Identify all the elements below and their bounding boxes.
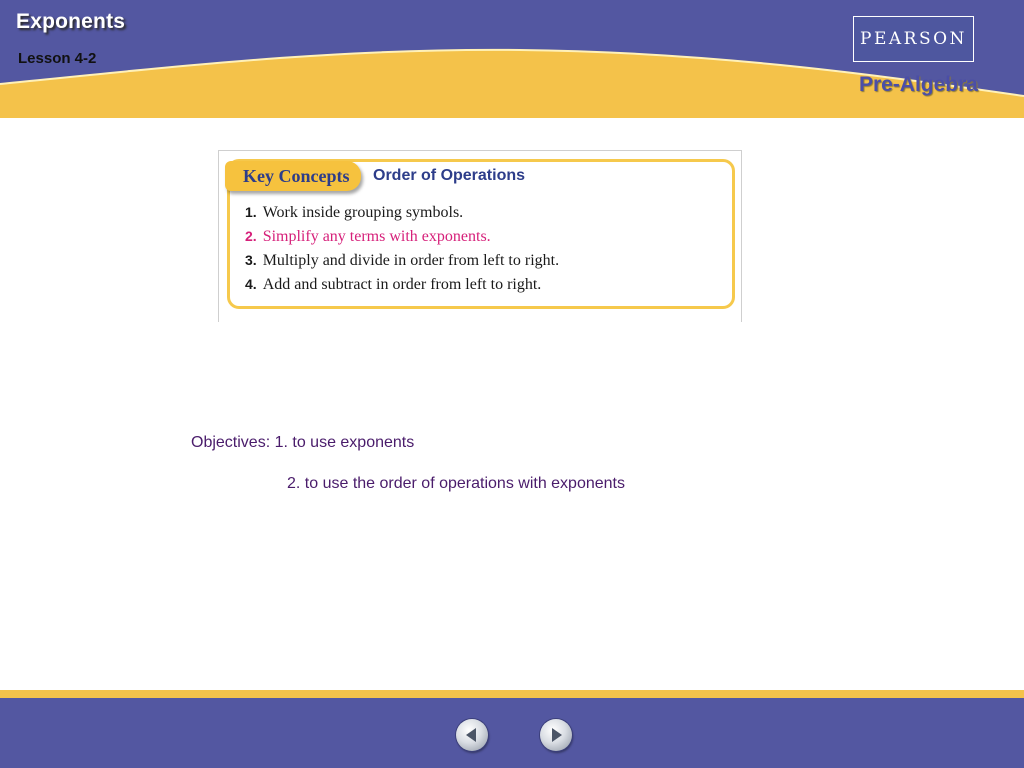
step-number: 1.: [245, 204, 257, 220]
subject-label: Pre-Algebra: [858, 73, 978, 96]
objective-2: 2. to use the order of operations with exponents: [287, 475, 625, 492]
list-item: [245, 200, 559, 224]
key-concepts-tab: [225, 161, 361, 191]
arrow-left-icon: [456, 719, 488, 751]
list-item: [245, 224, 559, 248]
next-slide-button[interactable]: [540, 719, 572, 751]
step-text: Work inside grouping symbols.: [262, 204, 464, 221]
previous-slide-button[interactable]: [456, 719, 488, 751]
step-number: 3.: [245, 252, 257, 268]
step-number: 4.: [245, 276, 257, 292]
step-text: Multiply and divide in order from left to right.: [262, 252, 560, 269]
step-text: Add and subtract in order from left to right.: [262, 276, 542, 293]
key-concepts-figure: [218, 150, 742, 322]
footer-bar: [0, 698, 1024, 768]
page-title: Exponents: [16, 10, 126, 33]
publisher-logo-text: PEARSON: [860, 29, 967, 49]
header-banner: [0, 0, 1024, 118]
publisher-logo: [853, 16, 974, 62]
order-of-operations-list: [245, 200, 559, 296]
footer-stripe: [0, 690, 1024, 698]
step-text: Simplify any terms with exponents.: [262, 228, 491, 245]
list-item: [245, 272, 559, 296]
objective-1: Objectives: 1. to use exponents: [191, 434, 415, 451]
lesson-label: Lesson 4-2: [18, 50, 97, 67]
key-concepts-tab-label: Key Concepts: [243, 165, 350, 186]
list-item: [245, 248, 559, 272]
arrow-right-icon: [540, 719, 572, 751]
key-concepts-heading: Order of Operations: [373, 167, 526, 184]
step-number: 2.: [245, 228, 257, 244]
